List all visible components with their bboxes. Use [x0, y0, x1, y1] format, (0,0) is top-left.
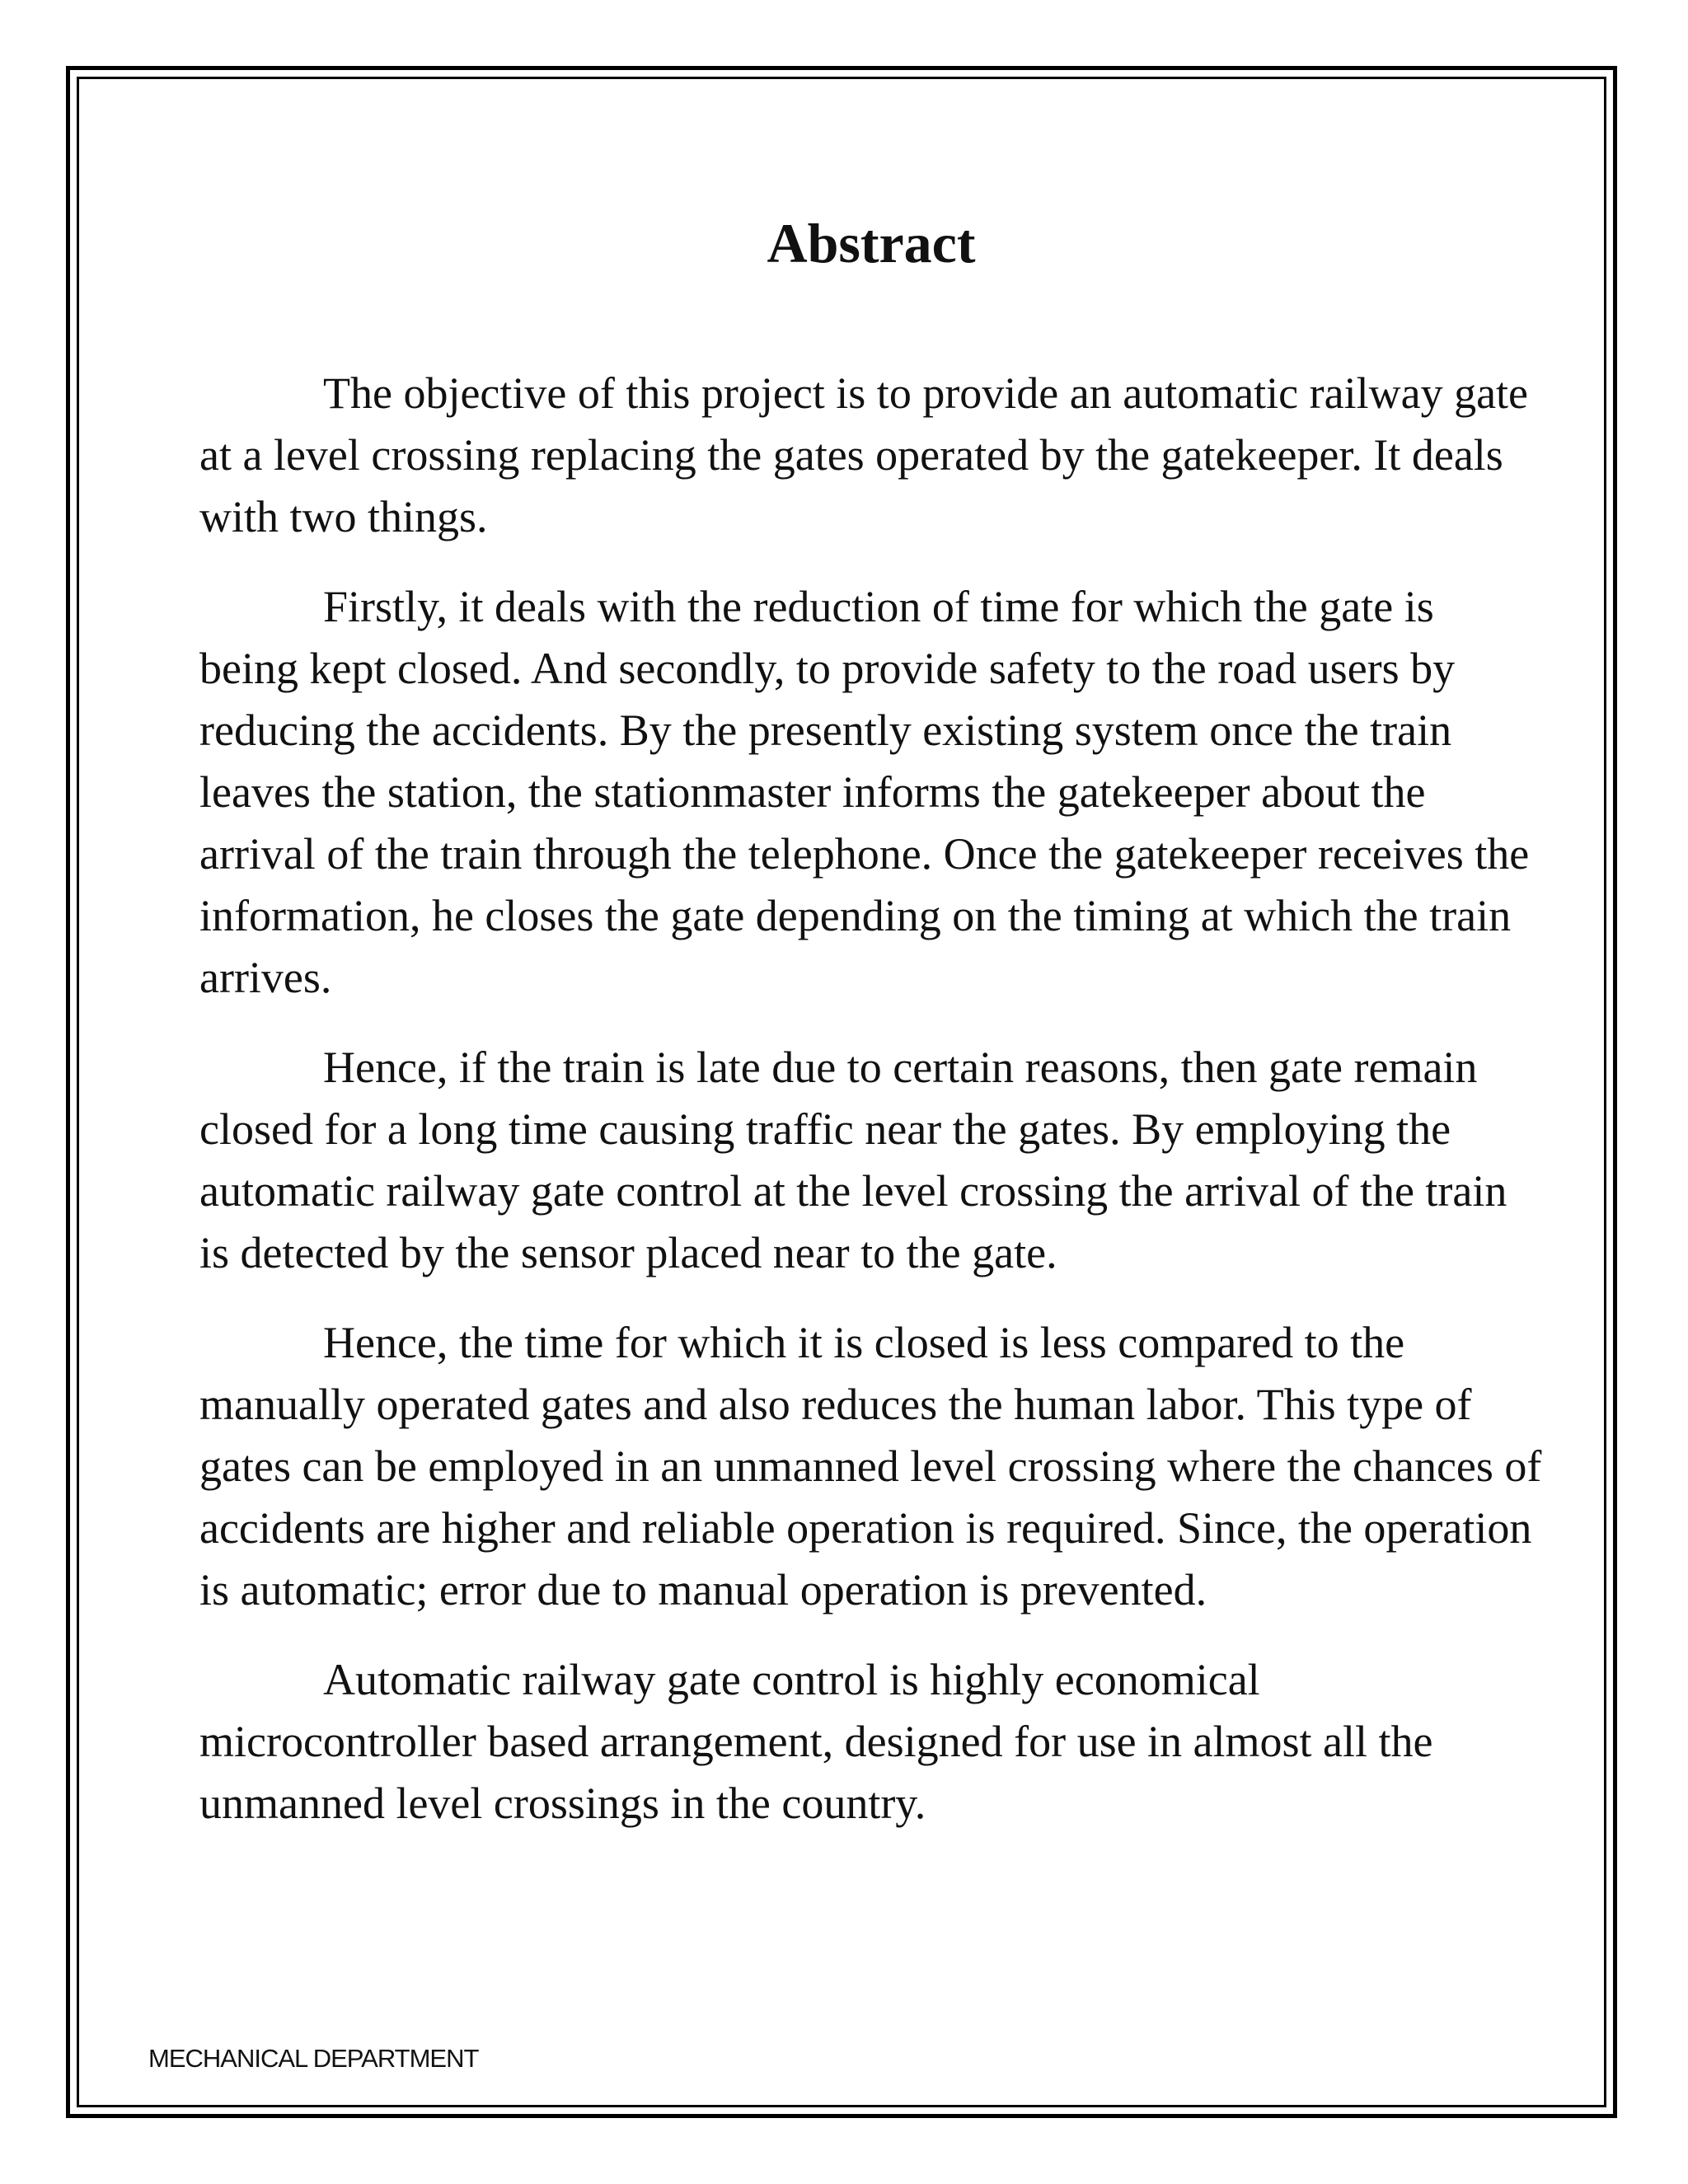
- paragraph-hence-time: Hence, the time for which it is closed is less compared to the manually operated gates and also reduces the human labor. This type of gates can be employed in an unmanned level crossing where the chances of accidents are higher and reliable operation is required. Since, the operation is automatic; error due to manual operation is prevented.: [199, 1318, 1542, 1615]
- document-body: [199, 206, 1543, 1863]
- paragraph-objective: The objective of this project is to provide an automatic railway gate at a level crossing replacing the gates operated by the gatekeeper. It deals with two things.: [199, 368, 1529, 541]
- page-footer: MECHANICAL DEPARTMENT: [148, 2044, 479, 2073]
- page-title: Abstract: [767, 212, 976, 274]
- paragraph-conclusion: Automatic railway gate control is highly economical microcontroller based arrangement, designed for use in almost all the unmanned level crossings in the country.: [199, 1655, 1433, 1828]
- paragraph-firstly: Firstly, it deals with the reduction of time for which the gate is being kept closed. And secondly, to provide safety to the road users by reducing the accidents. By the presently existing system once the train leaves the station, the stationmaster informs the gatekeeper about the arrival of the train through the telephone. Once the gatekeeper receives the information, he closes the gate depending on the timing at which the train arrives.: [199, 582, 1530, 1002]
- paragraph-hence-late: Hence, if the train is late due to certain reasons, then gate remain closed for a long time causing traffic near the gates. By employing the automatic railway gate control at the level crossing the arrival of the train is detected by the sensor placed near to the gate.: [199, 1043, 1507, 1277]
